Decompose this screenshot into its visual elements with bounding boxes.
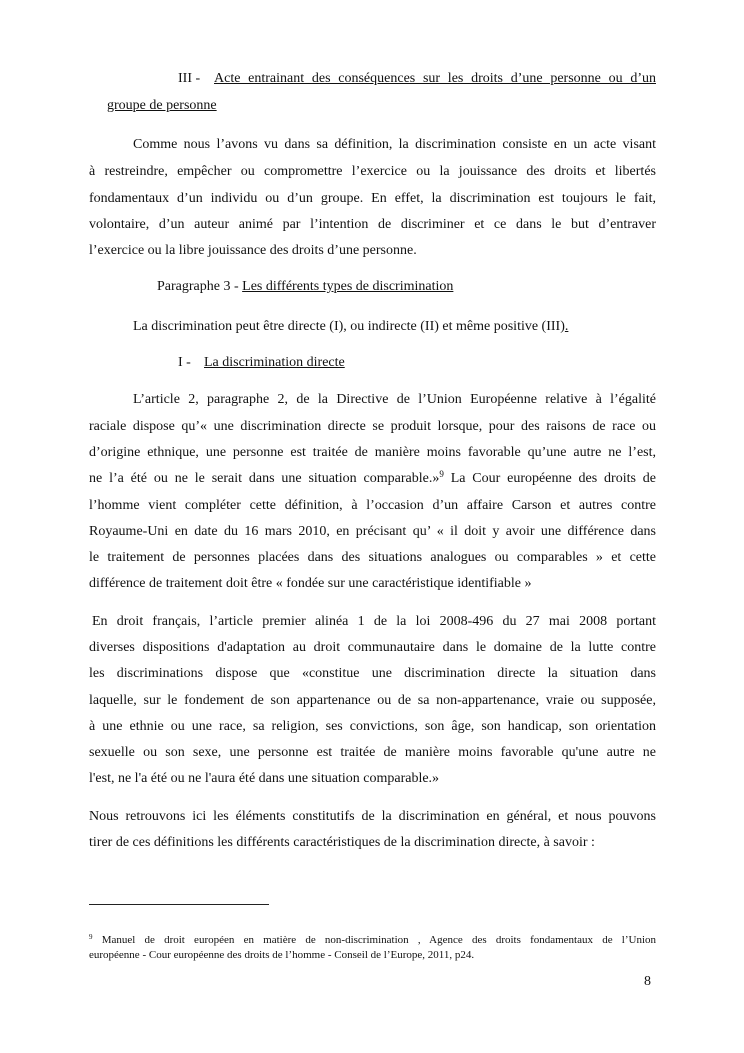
paragraph-3-prefix: Paragraphe 3 - — [157, 279, 239, 294]
section-i-number: I - — [178, 355, 191, 370]
text-line: différence de traitement doit être « fondée sur une caractéristique identifiable » — [89, 576, 532, 591]
section-iii-title-cont: groupe de personne — [107, 98, 217, 113]
section-iii-title: Acte entrainant des conséquences sur les droits d’une personne ou d’un — [214, 71, 656, 86]
section-iii-number: III - — [178, 71, 201, 86]
types-line — [133, 318, 568, 336]
text-segment: ne l’a été ou ne le serait dans une situation comparable.» — [89, 471, 440, 486]
page-number: 8 — [644, 974, 651, 989]
footnote-line: européenne - Cour européenne des droits de l’homme - Conseil de l’Europe, 2011, p24. — [89, 949, 475, 961]
text-line: sexuelle ou son sexe, une personne est traitée de manière moins favorable qu'une autre ne — [89, 745, 656, 760]
text-line: laquelle, sur le fondement de son appartenance ou de sa non-appartenance, vraie ou supposée, — [89, 693, 656, 708]
text-segment: La Cour européenne des droits de — [443, 471, 656, 486]
paragraph-3-heading — [157, 278, 453, 296]
text-line: tirer de ces définitions les différents caractéristiques de la discrimination directe, à savoir : — [89, 835, 595, 850]
types-text: La discrimination peut être directe (I), ou indirecte (II) et même positive (III) — [133, 319, 565, 334]
text-line: l’homme vient compléter cette définition, à l’occasion d’un affaire Carson et autres contre — [89, 498, 656, 513]
text-line — [89, 470, 656, 488]
text-line: Comme nous l’avons vu dans sa définition, la discrimination consiste en un acte visant — [133, 137, 656, 152]
text-line: L’article 2, paragraphe 2, de la Directive de l’Union Européenne relative à l’égalité — [133, 392, 656, 407]
text-line: l'est, ne l'a été ou ne l'aura été dans une situation comparable.» — [89, 771, 440, 786]
text-line: les discriminations dispose que «constitue une discrimination directe la situation dans — [89, 666, 656, 681]
text-line: volontaire, d’un auteur animé par l’intention de discriminer et ce dans le but d’entraver — [89, 217, 656, 232]
text-line: Royaume-Uni en date du 16 mars 2010, en précisant qu’ « il doit y avoir une différence dans — [89, 524, 656, 539]
footnote-line — [89, 933, 656, 948]
footnote-separator — [89, 904, 269, 905]
text-line: à une ethnie ou une race, sa religion, ses convictions, son âge, son handicap, son orientation — [89, 719, 656, 734]
footnote-ref[interactable]: 9 — [439, 469, 444, 479]
text-line: l’exercice ou la libre jouissance des droits d’une personne. — [89, 243, 417, 258]
text-line: le traitement de personnes placées dans des situations analogues ou comparables » et cette — [89, 550, 656, 565]
footnote-text: Manuel de droit européen en matière de non-discrimination , Agence des droits fondamentaux de l’Union — [92, 934, 656, 946]
text-line: diverses dispositions d'adaptation au droit communautaire dans le domaine de la lutte contre — [89, 640, 656, 655]
text-line: d’origine ethnique, une personne est traitée de manière moins favorable qu’une autre ne l’est, — [89, 445, 656, 460]
footnote-number: 9 — [89, 933, 93, 941]
text-line: à restreindre, empêcher ou compromettre l’exercice ou la jouissance des droits et libertés — [89, 164, 656, 179]
text-line: En droit français, l’article premier alinéa 1 de la loi 2008-496 du 27 mai 2008 portant — [92, 614, 656, 629]
paragraph-3-title: Les différents types de discrimination — [242, 279, 454, 294]
section-i-title: La discrimination directe — [204, 355, 345, 370]
text-line: Nous retrouvons ici les éléments constitutifs de la discrimination en général, et nous pouvons — [89, 809, 656, 824]
text-line: raciale dispose qu’« une discrimination directe se produit lorsque, pour des raisons de race ou — [89, 419, 656, 434]
types-end: . — [564, 319, 569, 334]
text-line: fondamentaux d’un individu ou d’un groupe. En effet, la discrimination est toujours le fait, — [89, 191, 656, 206]
